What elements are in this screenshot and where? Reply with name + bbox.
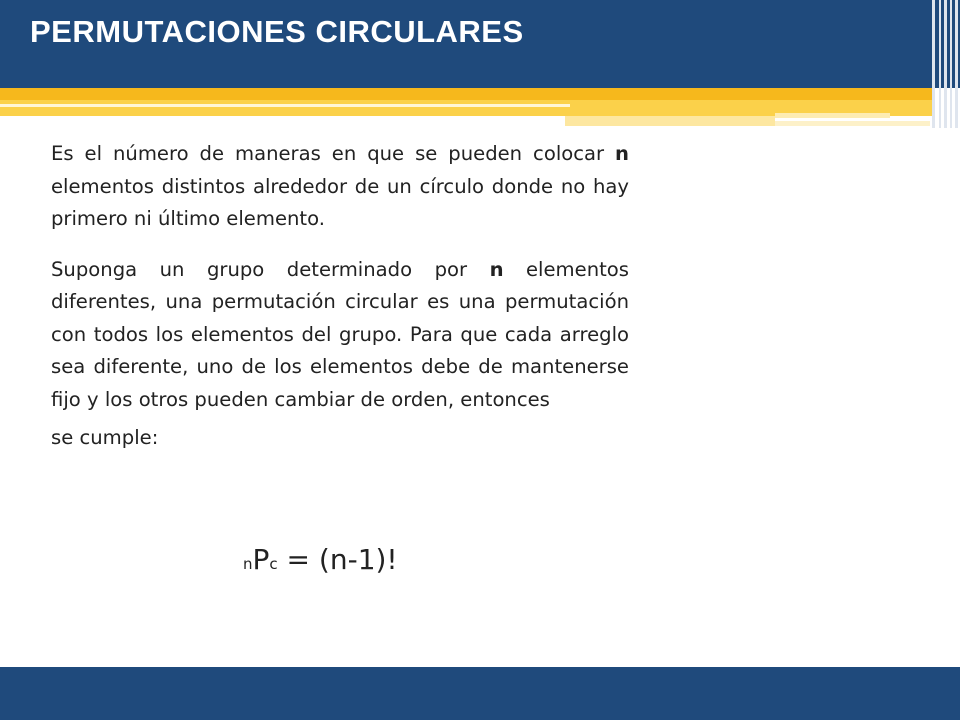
gold-band-fade-upper [775,113,890,118]
gold-band [0,88,932,100]
formula-pre-subscript: n [243,555,253,573]
conclusion-line: se cumple: [51,426,159,449]
paragraph-text: elementos distintos alrededor de un círculo donde no hay primero ni último elemento. [51,174,629,230]
decorative-stripes [930,0,960,128]
paragraph-text: elementos diferentes, una permutación circular es una permutación con todos los elementos del grupo. Para que cada arreglo sea diferente, uno de los elementos debe de mantenerse fijo y los otros pueden cambiar de orden, entonces [51,257,629,411]
highlight-line [0,104,570,107]
gold-band-fade-lower [775,121,930,126]
formula [243,543,398,576]
gold-band-fade [565,116,775,126]
variable-n: n [615,142,629,165]
paragraph-text: Es el número de maneras en que se pueden colocar [51,142,616,165]
explanation-paragraph [51,254,629,417]
definition-paragraph [51,138,629,236]
paragraph-text: Suponga un grupo determinado por [51,257,490,281]
slide-title: PERMUTACIONES CIRCULARES [30,14,524,49]
header-band [0,0,960,88]
footer-band [0,667,960,720]
formula-expression: = (n-1)! [277,543,398,576]
formula-post-subscript: c [269,555,278,573]
variable-n: n [489,257,504,281]
formula-symbol: P [252,543,270,576]
slide-body [51,138,629,454]
